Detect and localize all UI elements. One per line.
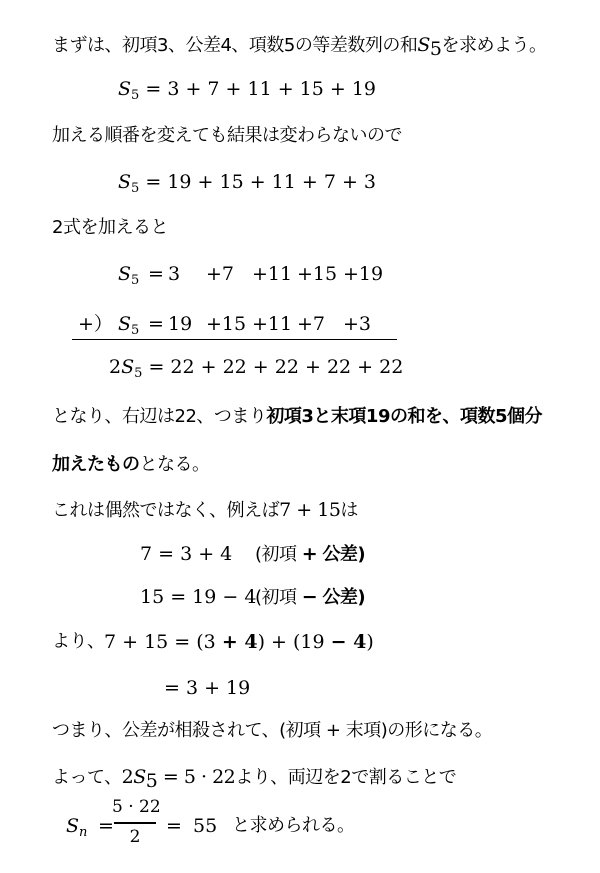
- eq1-rhs: = 3 + 7 + 11 + 15 + 19: [145, 78, 377, 100]
- ex1-op: +: [301, 543, 318, 565]
- result-rhs: = 22 + 22 + 22 + 22 + 22: [148, 356, 404, 378]
- final-expr: = 5 · 22: [157, 766, 236, 788]
- equation-1: [118, 75, 376, 103]
- example-2-expr: 15 = 19 − 4: [140, 586, 257, 608]
- intro-line: [52, 31, 546, 60]
- row1-term-1: 3: [168, 263, 181, 285]
- why-text: これは偶然ではなく、例えば: [52, 500, 280, 521]
- intro-tail: を求めよう。: [441, 35, 547, 56]
- conclusion-line-1: [52, 403, 542, 431]
- conclusion-plain-2: となる。: [139, 454, 210, 475]
- thus-line: [52, 628, 105, 656]
- ex1-note-open: (初項: [255, 544, 297, 565]
- reverse-note: 加える順番を変えても結果は変わらないので: [52, 125, 402, 146]
- result-subscript: 5: [134, 366, 143, 381]
- why-note: [52, 496, 358, 525]
- final-eq-equals: =: [98, 815, 114, 837]
- ex2-note-open: (初項: [255, 587, 297, 608]
- final-eq-fraction-bar: [114, 822, 156, 824]
- final-p1: よって、: [52, 767, 122, 788]
- intro-text: まずは、初項3、公差4、項数5の等差数列の和: [52, 35, 418, 56]
- intro-symbol: S: [417, 34, 430, 56]
- row1-term-2: +7: [206, 263, 235, 285]
- ex1-note-close: 公差): [322, 544, 366, 565]
- cancel-p1: つまり、公差が相殺されて、: [52, 720, 280, 741]
- row2-term-1: 19: [168, 313, 193, 335]
- sum-result: [109, 353, 403, 381]
- final-eq-value: 55: [193, 815, 218, 837]
- cancel-paren: (初項 + 末項): [279, 720, 388, 741]
- plus-mark: +）: [78, 313, 113, 335]
- row2-term-5: +3: [343, 313, 372, 335]
- final-note: [52, 763, 456, 792]
- eq2-lhs: S: [118, 171, 132, 193]
- thus-end: ): [366, 631, 374, 653]
- row1-term-5: +19: [343, 263, 384, 285]
- result-lhs: S: [121, 356, 135, 378]
- row2-term-4: +7: [297, 313, 326, 335]
- final-coef: 2: [121, 766, 134, 788]
- eq2-subscript: 5: [131, 181, 140, 196]
- example-2-note: [255, 583, 365, 612]
- sum-row-2: [118, 310, 139, 338]
- thus-label: より、: [52, 631, 105, 652]
- final-p2: より、両辺を2で割ることで: [235, 767, 457, 788]
- final-eq-tail: と求められる。: [232, 815, 355, 836]
- final-eq-subscript: n: [79, 825, 88, 840]
- ex2-note-close: 公差): [322, 587, 366, 608]
- row1-equals: =: [148, 263, 164, 285]
- equation-2: [118, 168, 376, 196]
- row2-equals: =: [148, 313, 164, 335]
- add-note: 2式を加えると: [52, 217, 168, 238]
- row1-term-4: +15: [297, 263, 338, 285]
- thus-lhs: 7 + 15 = (3: [104, 631, 222, 653]
- row1-subscript: 5: [131, 273, 140, 288]
- final-eq-equals-2: =: [166, 815, 182, 837]
- why-tail: は: [340, 500, 358, 521]
- intro-subscript: 5: [429, 38, 442, 60]
- final-eq-numerator: 5 · 22: [112, 797, 161, 817]
- conclusion-bold-1: 初項3と末項19の和を、項数5個分: [266, 406, 543, 427]
- sum-row-1: [118, 260, 139, 288]
- ex2-op: −: [301, 586, 318, 608]
- eq1-lhs: S: [118, 78, 132, 100]
- row1-term-3: +11: [252, 263, 293, 285]
- thus-line-2: = 3 + 19: [164, 677, 251, 699]
- final-sub: 5: [145, 770, 158, 792]
- example-1-note: [255, 540, 365, 569]
- row2-term-2: +15: [206, 313, 247, 335]
- result-coef: 2: [109, 356, 122, 378]
- sum-rule: [72, 339, 397, 340]
- eq1-subscript: 5: [131, 88, 140, 103]
- row2-term-3: +11: [252, 313, 293, 335]
- row2-subscript: 5: [131, 323, 140, 338]
- eq2-rhs: = 19 + 15 + 11 + 7 + 3: [145, 171, 377, 193]
- cancel-p2: の形になる。: [387, 720, 493, 741]
- row1-lhs: S: [118, 263, 132, 285]
- thus-mid: ) + (19: [257, 631, 331, 653]
- cancel-note: [52, 717, 492, 745]
- conclusion-line-2: [52, 451, 210, 479]
- why-expr: 7 + 15: [279, 499, 341, 521]
- thus-minus4: − 4: [330, 631, 367, 653]
- final-sym: S: [133, 766, 146, 788]
- final-eq-denominator: 2: [129, 827, 141, 847]
- final-eq-lhs: [66, 812, 87, 840]
- conclusion-plain-1: となり、右辺は22、つまり: [52, 406, 267, 427]
- final-eq-symbol: S: [66, 815, 80, 837]
- conclusion-bold-2: 加えたもの: [52, 454, 140, 475]
- example-1-expr: 7 = 3 + 4: [140, 543, 233, 565]
- row2-lhs: S: [118, 313, 132, 335]
- thus-plus4: + 4: [221, 631, 258, 653]
- thus-expr: [104, 628, 374, 656]
